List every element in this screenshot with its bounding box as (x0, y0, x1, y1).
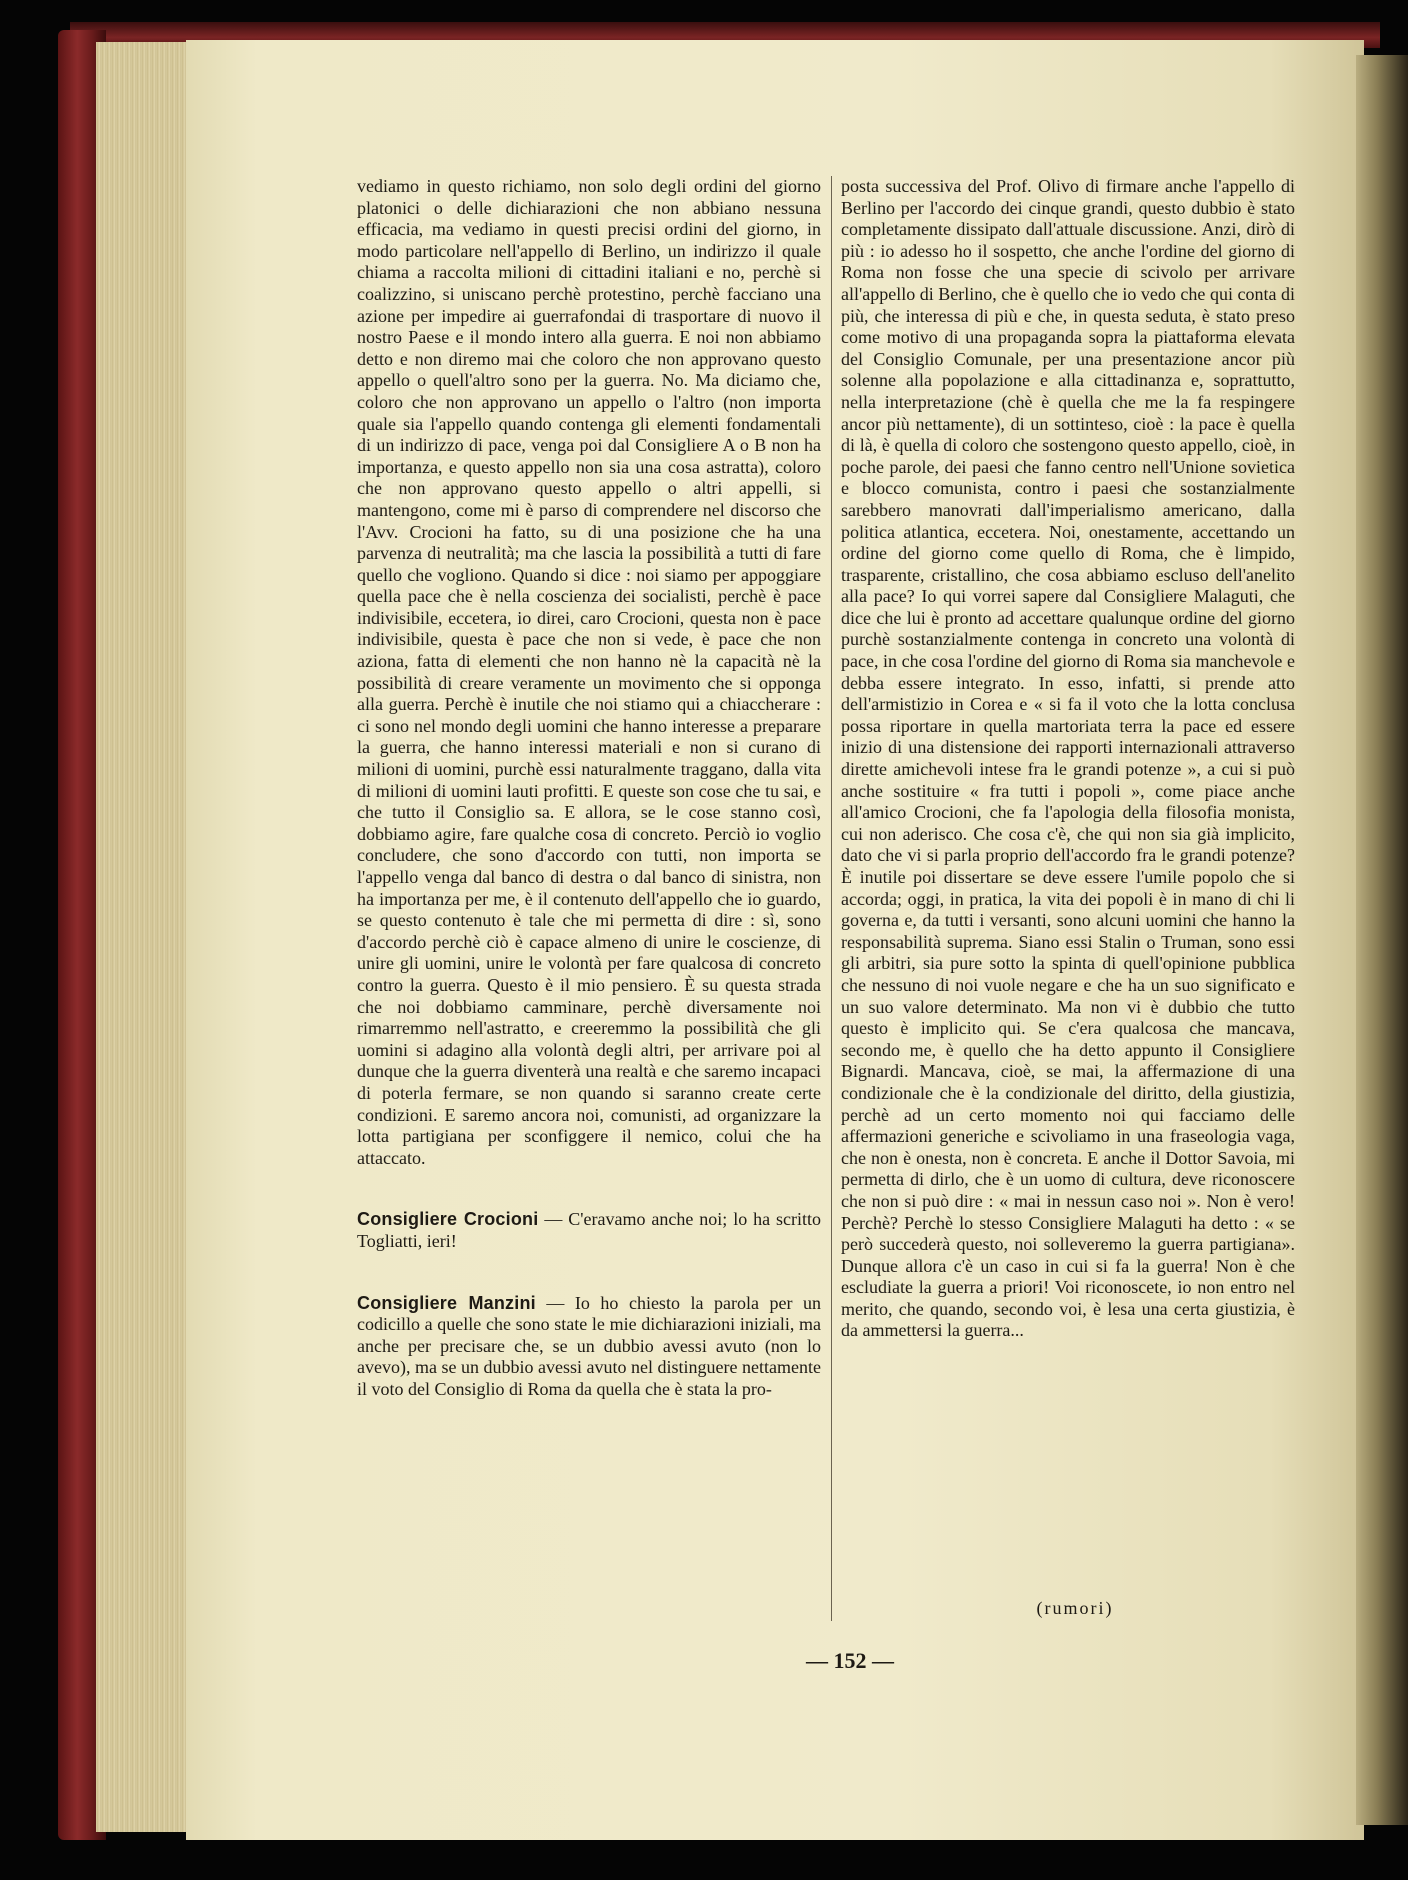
stage-direction: (rumori) (1036, 1598, 1114, 1618)
page-edges (96, 42, 192, 1832)
speech-crocioni (357, 1209, 821, 1252)
speaker-name: Consigliere Manzini (357, 1292, 536, 1313)
speech-text: — C'eravamo anche noi; lo ha scritto Togliatti, ieri! (357, 1209, 822, 1251)
speech-manzini (357, 1293, 821, 1401)
left-paragraph: vediamo in questo richiamo, non solo degli ordini del giorno platonici o delle dichiarazioni che non abbiano nessuna efficacia, ma vediamo in questi precisi ordini del giorno, in modo particolare nell'appello di Berlino, un indirizzo il quale chiama a raccolta milioni di cittadini italiani e no, perchè si coalizzino, si uniscano perchè protestino, perchè facciano una azione per impedire ai guerrafondai di trasportare di nuovo il nostro Paese e il mondo intero alla guerra. E noi non abbiamo detto e non diremo mai che coloro che non approvano questo appello o quell'altro sono per la guerra. No. Ma diciamo che, coloro che non approvano un appello o l'altro (non importa quale sia l'appello quando contenga gli elementi fondamentali di un indirizzo di pace, venga poi dal Consigliere A o B non ha importanza, e questo appello non sia una cosa astratta), coloro che non approvano questo appello o altri appelli, si mantengono, come mi è parso di comprendere nel discorso che l'Avv. Crocioni ha fatto, su di una posizione che ha una parvenza di neutralità; ma che lascia la possibilità a tutti di fare quello che vogliono. Quando si dice : noi siamo per appoggiare quella pace che è nella coscienza dei socialisti, perchè è pace indivisibile, eccetera, io direi, caro Crocioni, questa non è pace indivisibile, questa è pace che non si vede, è pace che non aziona, fatta di elementi che non hanno nè la capacità nè la possibilità di creare veramente un movimento che si opponga alla guerra. Perchè è inutile che noi stiamo qui a chiaccherare : ci sono nel mondo degli uomini che hanno interesse a preparare la guerra, che hanno interessi materiali e non si curano di milioni di uomini, purchè essi naturalmente traggano, dalla vita di milioni di uomini lauti profitti. E queste son cose che tu sai, e che tutto il Consiglio sa. E allora, se le cose stanno così, dobbiamo agire, fare qualche cosa di concreto. Perciò io voglio concludere, che sono d'accordo con tutti, non importa se l'appello venga dal banco di destra o dal banco di sinistra, non ha importanza per me, è il contenuto dell'appello che io guardo, se questo contenuto è tale che mi permetta di dire : sì, sono d'accordo perchè ciò è capace almeno di unire le coscienze, di unire gli uomini, unire le volontà per fare qualcosa di concreto contro la guerra. Questo è il mio pensiero. È su questa strada che noi dobbiamo camminare, perchè diversamente noi rimarremmo nell'astratto, e creeremmo la possibilità che gli uomini si adagino alla volontà degli altri, per arrivare poi al dunque che la guerra diventerà una realtà e che saremo incapaci di poterla fermare, se non quando si saranno create certe condizioni. E saremo ancora noi, comunisti, ad organizzare la lotta partigiana per sconfiggere il nemico, colui che ha attaccato. (357, 176, 821, 1168)
speaker-name: Consigliere Crocioni (357, 1209, 539, 1230)
right-column (841, 176, 1295, 1342)
left-column (357, 176, 821, 1400)
speech-text: — Io ho chiesto la parola per un codicillo a quelle che sono state le mie dichiarazioni iniziali, ma anche per precisare che, se un dubbio avessi avuto (non lo avevo), ma se un dubbio avessi avuto nel distinguere nettamente il voto del Consiglio di Roma da quella che è stata la pro- (357, 1292, 821, 1399)
facing-page-edge (1356, 55, 1408, 1825)
column-divider (831, 176, 832, 1621)
page-number: — 152 — (806, 1648, 894, 1673)
right-paragraph: posta successiva del Prof. Olivo di firmare anche l'appello di Berlino per l'accordo dei cinque grandi, questo dubbio è stato completamente dissipato dall'attuale discussione. Anzi, dirò di più : io adesso ho il sospetto, che anche l'ordine del giorno di Roma non fosse che una specie di scivolo per arrivare all'appello di Berlino, che è quello che io vedo che qui conta di più, che interessa di più e che, in questa seduta, è stato preso come motivo di una propaganda sopra la piattaforma elevata del Consiglio Comunale, per una presentazione ancor più solenne alla popolazione e alla cittadinanza e, soprattutto, nella interpretazione (chè è quella che me la fa respingere ancor più nettamente), di un sottinteso, cioè : la pace è quella di là, è quella di coloro che sostengono questo appello, cioè, in poche parole, dei paesi che fanno centro nell'Unione sovietica e blocco comunista, contro i paesi che sostanzialmente sarebbero manovrati dall'imperialismo americano, dalla politica atlantica, eccetera. Noi, onestamente, accettando un ordine del giorno come quello di Roma, che è limpido, trasparente, cristallino, che cosa abbiamo escluso dell'anelito alla pace? Io qui vorrei sapere dal Consigliere Malaguti, che dice che lui è pronto ad accettare qualunque ordine del giorno purchè sostanzialmente contenga in concreto una volontà di pace, in che cosa l'ordine del giorno di Roma sia manchevole e debba essere integrato. In esso, infatti, si prende atto dell'armistizio in Corea e « si fa il voto che la lotta conclusa possa riportare in quella martoriata terra la pace ed essere inizio di una distensione dei rapporti internazionali attraverso dirette amichevoli intese fra le grandi potenze », a cui si può anche sostituire « fra tutti i popoli », come piace anche all'amico Crocioni, che fa l'apologia della filosofia monista, cui non aderisco. Che cosa c'è, che qui non sia già implicito, dato che vi si parla proprio dell'accordo fra le grandi potenze? È inutile poi dissertare se deve essere l'umile popolo che si accorda; oggi, in pratica, la vita dei popoli è in mano di chi li governa e, da tutti i versanti, sono alcuni uomini che hanno la responsabilità suprema. Siano essi Stalin o Truman, sono essi gli arbitri, sia pure sotto la spinta di quell'opinione pubblica che nessuno di noi vuole negare e che ha un suo significato e un suo valore determinato. Ma non vi è dubbio che tutto questo è implicito qui. Se c'era qualcosa che mancava, secondo me, è quello che ha detto appunto il Consigliere Bignardi. Mancava, cioè, se mai, la affermazione di una condizionale che è la condizionale del diritto, della giustizia, perchè ad un certo momento noi qui facciamo delle affermazioni generiche e scivoliamo in una fraseologia vaga, che non è onesta, non è concreta. E anche il Dottor Savoia, mi permetta di dirlo, che è un uomo di cultura, deve riconoscere che non si può dire : « mai in nessun caso noi ». Non è vero! Perchè? Perchè lo stesso Consigliere Malaguti ha detto : « se però succederà questo, noi solleveremo la guerra partigiana». Dunque allora c'è un caso in cui si fa la guerra! Non è che escludiate la guerra a priori! Voi riconoscete, io non entro nel merito, che quando, secondo voi, è lesa una certa giustizia, è da ammettersi la guerra... (841, 176, 1295, 1341)
